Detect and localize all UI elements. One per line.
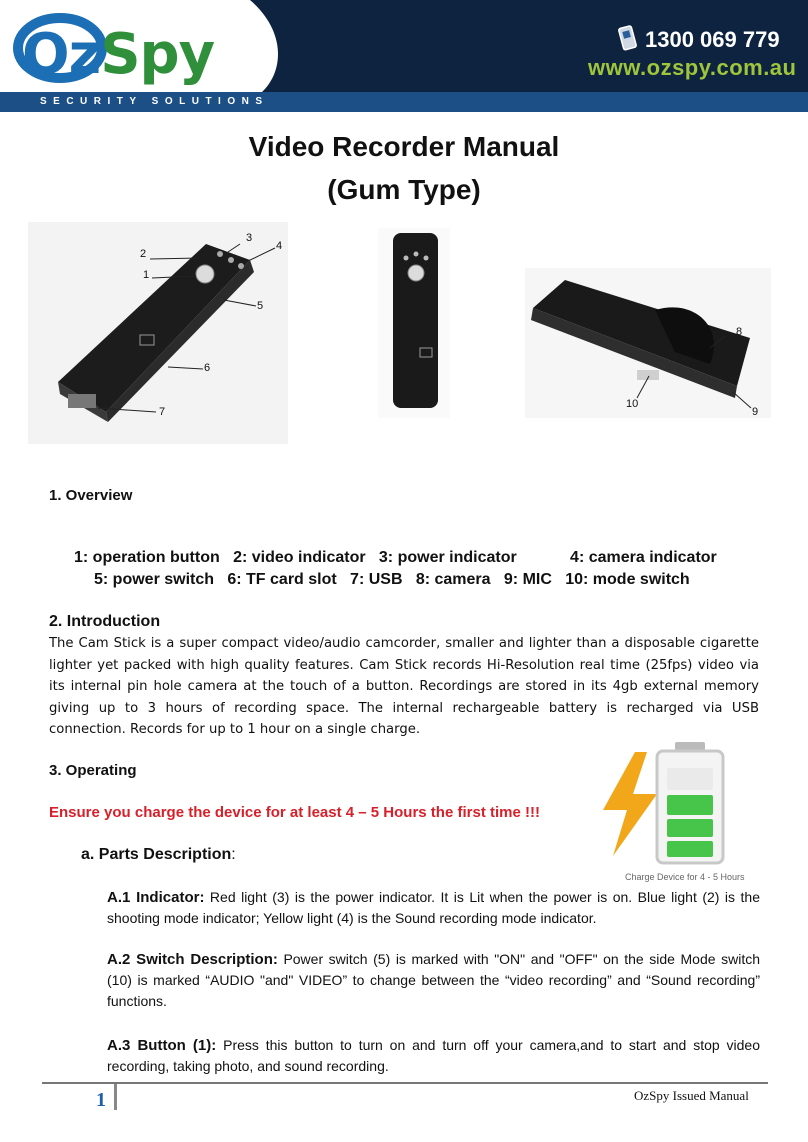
mobile-phone-icon: [617, 23, 639, 53]
device-photo-front: [378, 228, 450, 418]
battery-charge-graphic: [595, 738, 765, 886]
device-photo-front-angle: [28, 222, 288, 444]
page-header: [0, 0, 808, 112]
charge-warning: Ensure you charge the device for at least 4 – 5 Hours the first time !!!: [49, 804, 540, 821]
button-description: [107, 1035, 760, 1077]
manual-title: Video Recorder Manual: [248, 131, 560, 162]
device-illustration-middle: [378, 228, 450, 418]
switch-description: [107, 949, 760, 1012]
overview-heading: 1. Overview: [49, 487, 133, 504]
website-url: www.ozspy.com.au: [588, 55, 797, 80]
operating-heading: 3. Operating: [49, 762, 137, 779]
callout-5: 5: [257, 300, 264, 312]
parts-description-heading: [81, 846, 236, 864]
device-illustration-right: [525, 268, 771, 418]
manual-subtitle: (Gum Type): [327, 174, 481, 205]
device-illustration-left: [28, 222, 288, 444]
button-text: Press this button to turn on and turn off your camera,and to start and stop video recording, taking photo, and sound recording.: [107, 1037, 760, 1074]
page-number-bar: [114, 1084, 117, 1110]
logo-spy-text: Spy: [100, 22, 215, 87]
introduction-text: The Cam Stick is a super compact video/audio camcorder, smaller and lighter than a disposable cigarette lighter yet packed with high quality features. Cam Stick records Hi-Resolution real time (25fps) video via its internal pin hole camera at the touch of a button. Recordings are stored in its 4gb external memory giving up to 3 hours of recording space. The internal rechargeable battery is recharged via USB connection. Records for up to 1 hour on a single charge.: [49, 636, 759, 737]
device-photo-back: [525, 268, 771, 418]
logo-oz-text: Oz: [22, 22, 101, 87]
callout-8: 8: [736, 326, 743, 338]
footer-divider: [42, 1082, 768, 1084]
indicator-description: [107, 887, 760, 929]
parts-description-label: a. Parts Description: [81, 846, 232, 863]
callout-1: 1: [143, 269, 150, 281]
button-label: A.3 Button (1):: [107, 1037, 217, 1054]
callout-6: 6: [204, 362, 211, 374]
callout-4: 4: [276, 240, 283, 252]
indicator-text: Red light (3) is the power indicator. It is Lit when the power is on. Blue light (2) is the shooting mode indicator; Yellow light (4) is the Sound recording mode indicator.: [107, 889, 760, 926]
introduction-heading: 2. Introduction: [49, 613, 161, 630]
phone-number: 1300 069 779: [645, 27, 780, 52]
footer-text: OzSpy Issued Manual: [634, 1088, 749, 1103]
switch-label: A.2 Switch Description:: [107, 951, 278, 968]
callout-10: 10: [626, 398, 639, 410]
parts-description-colon: :: [231, 846, 236, 863]
phone-number-block: [645, 27, 780, 53]
ozspy-logo: [22, 20, 214, 90]
indicator-label: A.1 Indicator:: [107, 889, 205, 906]
parts-list-line-2: 5: power switch 6: TF card slot 7: USB 8: camera 9: MIC 10: mode switch: [94, 571, 690, 588]
callout-7: 7: [159, 406, 166, 418]
parts-list-line-1: 1: operation button 2: video indicator 3: power indicator 4: camera indicator: [74, 549, 717, 566]
callout-3: 3: [246, 232, 253, 244]
callout-2: 2: [140, 248, 147, 260]
switch-text: Power switch (5) is marked with "ON" and "OFF" on the side Mode switch (10) is marked “AUDIO "and" VIDEO” to change between the “video recording” and “Sound recording” functions.: [107, 951, 760, 1009]
battery-caption: Charge Device for 4 - 5 Hours: [625, 872, 745, 882]
battery-lightning-icon: [595, 738, 765, 872]
callout-9: 9: [752, 406, 759, 418]
page-number: 1: [96, 1089, 106, 1111]
tagline: SECURITY SOLUTIONS: [40, 96, 269, 107]
